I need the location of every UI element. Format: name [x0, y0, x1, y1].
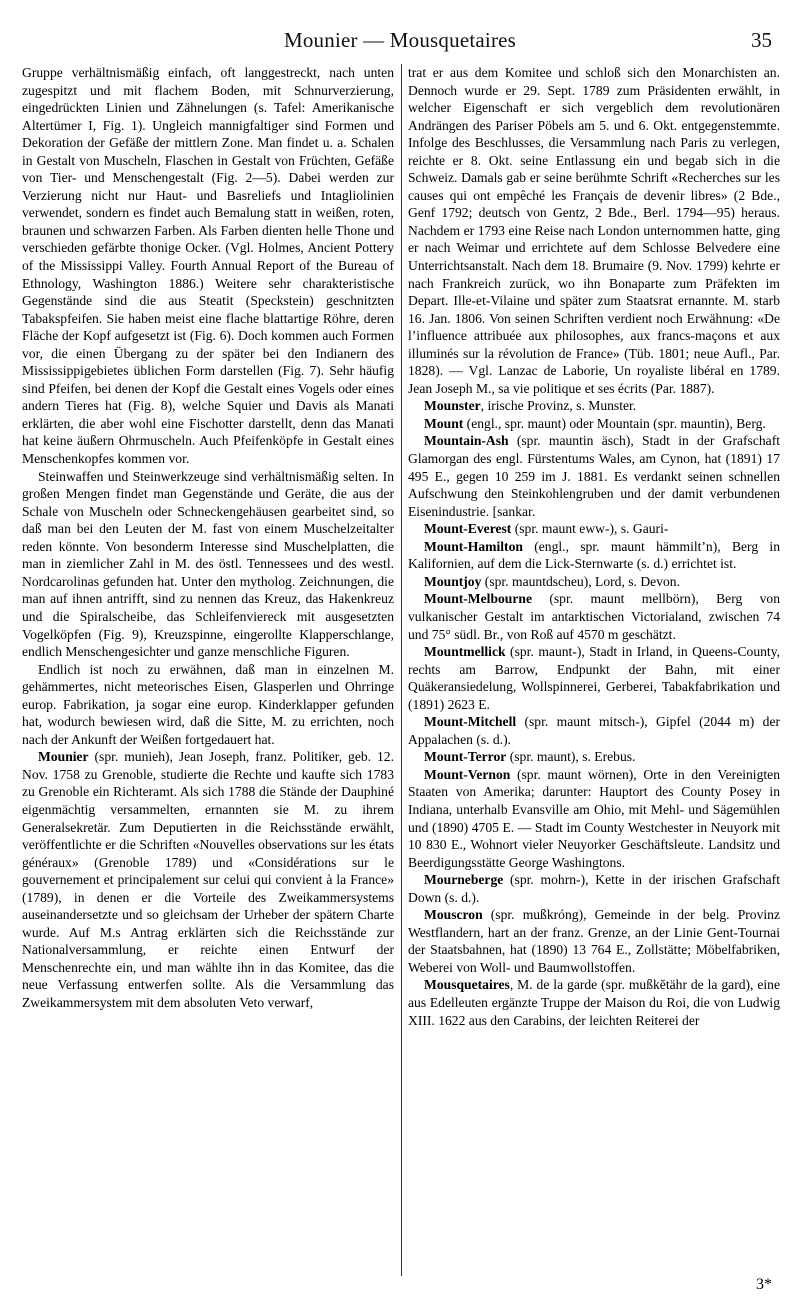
entry-headword: Mounier: [38, 749, 89, 765]
entry-text: (spr. maunt mellbörn), Berg von vulkanischer Gestalt im antarktischen Victorialand, zwischen 74 und 75° südl. Br., von Roß auf 4570 m geschätzt.: [408, 591, 780, 642]
entry-headword: Mount-Mitchell: [424, 714, 517, 730]
left-column: [22, 64, 394, 1276]
entry-headword: Mounster: [424, 398, 481, 414]
entry-text: (engl., spr. maunt hämmilt’n), Berg in Kalifornien, auf dem die Lick-Sternwarte (s. d.) errichtet ist.: [408, 538, 780, 572]
signature-mark: 3*: [756, 1276, 772, 1293]
entry-headword: Mount-Everest: [424, 521, 512, 537]
entry-text: trat er aus dem Komitee und schloß sich den Monarchisten an. Dennoch wurde er 29. Sept. 1789 zum Präsidenten erwählt, in welcher Eigenschaft er sich vergeblich dem revolutionären Andrängen des Pariser Pöbels am 5. und 6. Okt. entgegenstemmte. Infolge des Beschlusses, die Versammlung nach Paris zu verlegen, reichte er 8. Okt. seine Entlassung ein und begab sich in die Schweiz. Damals gab er seine berühmte Schrift «Recherches sur les causes qui ont empêché les Français de devenir libres» (2 Bde., Genf 1792; deutsch von Gentz, 2 Bde., Berl. 1794—95) heraus. Nachdem er 1793 eine Reise nach London unternommen hatte, ging er nach Weimar und errichtete auf dem Schlosse Belvedere eine Unterrichtsanstalt. Nach dem 18. Brumaire (9. Nov. 1799) kehrte er nach Frankreich zurück, wo ihn Bonaparte zum Präfekten im Depart. Ille-et-Vilaine und später zum Staatsrat ernannte. M. starb 16. Jan. 1806. Von seinen Schriften verdient noch Erwähnung: «De l’influence attribuée aux philosophes, aux francs-maçons et aux illuminés sur la révolution de France» (Tüb. 1801; neue Aufl., Par. 1828). — Vgl. Lanzac de Laborie, Un royaliste libéral en 1789. Jean Joseph M., sa vie politique et ses écrits (Par. 1887).: [408, 65, 780, 396]
entry-headword: Mountain-Ash: [424, 433, 509, 449]
text-paragraph-cont1: [22, 64, 394, 468]
entry-text: (spr. maunt mitsch-), Gipfel (2044 m) der Appalachen (s. d.).: [408, 714, 780, 747]
entry-headword: Mountjoy: [424, 573, 482, 589]
text-paragraph-stein: [22, 468, 394, 661]
dictionary-entry-melbourne: [408, 590, 780, 643]
text-paragraph-endlich: [22, 661, 394, 749]
entry-text: , M. de la garde (spr. mußkĕtähr de la gard), eine aus Edelleuten ergänzte Truppe der Maison du Roi, die von Ludwig XIII. 1622 aus den Carabins, der leichten Reiterei der: [408, 977, 780, 1028]
dictionary-entry-mouscron: [408, 906, 780, 976]
entry-headword: Mount-Terror: [424, 749, 507, 765]
dictionary-entry-everest: [408, 520, 780, 538]
dictionary-entry-hamilton: [408, 538, 780, 573]
column-divider: [401, 64, 402, 1276]
entry-headword: Mount-Melbourne: [424, 591, 532, 607]
dictionary-entry-mousquetaires: [408, 976, 780, 1029]
dictionary-entry-mitchell: [408, 713, 780, 748]
entry-text: (spr. maunt-), Stadt in Irland, in Queens-County, rechts am Barrow, Endpunkt der Bahn, mit einer Quäkeransiedelung, Wollspinnerei, Gerberei, Tabakfabrikation und (1891) 2623 E.: [408, 644, 780, 712]
entry-text: , irische Provinz, s. Munster.: [480, 398, 637, 414]
entry-text: (spr. mauntin äsch), Stadt in der Grafschaft Glamorgan des engl. Fürstentums Wales, am Cynon, hat (1891) 17 495 E., gegen 10 259 im J. 1881. Es verdankt seinen schnellen Aufschwung den Steinkohlengruben und der damit verbundenen Eisenindustrie. [sankar.: [408, 433, 780, 519]
entry-headword: Mount-Hamilton: [424, 538, 523, 554]
entry-text: (spr. munieh), Jean Joseph, franz. Politiker, geb. 12. Nov. 1758 zu Grenoble, studierte die Rechte und kaufte sich 1783 zu Grenoble ein Richteramt. Als sich 1788 die Stände der Dauphiné eigenmächtig versammelten, ernannten sie M. zu ihrem Generalsekretär. Zum Deputierten in die Reichsstände erwählt, veröffentlichte er die Schriften «Nouvelles observations sur les états généraux» (Grenoble 1789) und «Considérations sur le gouvernement et principalement sur celui qui convient à la France» (1789), in denen er die Vorteile des Zweikammersystems auseinandersetzte und so gleichsam der Urheber der spätern Charte wurde. Auf M.s Antrag erklärten sich die Reichsstände zur Nationalversammlung, er reichte einen Entwurf der Menschenrechte ein, und man wählte ihn in das Komitee, das die neue Verfassung entwerfen sollte. Als die Versammlung das Zweikammersystem mit dem absoluten Veto verwarf,: [22, 749, 394, 1010]
entry-text: Endlich ist noch zu erwähnen, daß man in einzelnen M. gehämmertes, nicht meteorisches Eisen, Glasperlen und Ohrringe europ. Fabrikation, ja sogar eine europ. Kinderklapper gefunden hat, wodurch bewiesen wird, daß die Sitte, M. zu errichten, noch nach der Ankunft der Weißen fortgedauert hat.: [22, 661, 394, 747]
entry-headword: Mousquetaires: [424, 977, 510, 993]
dictionary-entry-mountjoy: [408, 573, 780, 591]
entry-text: (spr. mußkróng), Gemeinde in der belg. Provinz Westflandern, hart an der franz. Grenze, an der Linie Gent-Tournai der Staatsbahnen, hat (1890) 13 764 E., Zollstätte; Möbelfabriken, Weberei von Woll- und Baumwollstoffen.: [408, 907, 780, 975]
dictionary-entry-mourne: [408, 871, 780, 906]
entry-headword: Mount: [424, 415, 464, 431]
page-number: 35: [751, 28, 772, 52]
text-paragraph-cont2: [408, 64, 780, 397]
right-column: [408, 64, 780, 1276]
entry-text: (engl., spr. maunt) oder Mountain (spr. mauntin), Berg.: [463, 415, 766, 431]
entry-text: (spr. maunt wörnen), Orte in den Vereinigten Staaten von Amerika; darunter: Hauptort des County Posey in Indiana, unterhalb Evansville am Ohio, mit Mehl- und Sägemühlen und (1890) 4705 E. — Stadt im County Westchester in Neuyork mit 10 830 E., Wohnort vieler Neuyorker Geschäftsleute. Landsitz und Beerdigungsstätte George Washingtons.: [408, 766, 780, 870]
dictionary-entry-terror: [408, 748, 780, 766]
entry-text: (spr. mohrn-), Kette in der irischen Grafschaft Down (s. d.).: [408, 872, 780, 905]
dictionary-entry-vernon: [408, 766, 780, 871]
running-head: Mounier — Mousquetaires: [283, 28, 517, 52]
dictionary-entry-mountmellick: [408, 643, 780, 713]
entry-headword: Mountmellick: [424, 644, 506, 660]
entry-headword: Mouscron: [424, 907, 483, 923]
entry-headword: Mourneberge: [424, 872, 504, 888]
entry-text: Steinwaffen und Steinwerkzeuge sind verhältnismäßig selten. In großen Mengen findet man Gegenstände und Geräte, die aus der Schale von Muscheln oder Schneckengehäusen gearbeitet sind, so daß man bei den Leuten der M. fast von einem Muschelzeitalter reden könnte. Von besonderm Interesse sind Muschelplatten, die man in ziemlicher Zahl in M. des östl. Tennessees und des westl. Nordcarolinas gefunden hat. Unter den mytholog. Zeichnungen, die man auf ihnen antrifft, sind zu nennen das Kreuz, das Hakenkreuz und die Spiralscheibe, das Schleifenviereck mit ausgesetzten Vogelköpfen (Fig. 9), Kreuzspinne, eingerollte Klapperschlange, endlich Menschengesichter und ganze menschliche Figuren.: [22, 468, 394, 660]
dictionary-entry-mount: [408, 415, 780, 433]
dictionary-entry-mounier: [22, 748, 394, 1011]
dictionary-entry-mountainash: [408, 432, 780, 520]
text-columns: [22, 64, 778, 1276]
entry-text: (spr. maunt eww-), s. Gauri-: [511, 521, 669, 537]
entry-text: Gruppe verhältnismäßig einfach, oft langgestreckt, nach unten zugespitzt und mit flachem Boden, mit Schnurverzierung, eingedrückten Linien und Zähnelungen (s. Tafel: Amerikanische Altertümer I, Fig. 1). Ungleich mannigfaltiger sind Formen und Dekoration der Gefäße der mittlern Zone. Man findet u. a. Schalen in Gestalt von Muscheln, Flaschen in Gestalt von Früchten, Gefäße von Tier- und Menschengestalt (Fig. 2—5). Dabei werden zur Verzierung nicht nur Haut- und Basreliefs und Intagliolinien verwendet, sondern es findet auch Bemalung statt in weißen, roten, braunen und schwarzen Farben. Als Farben dienten helle Thone und verschieden gefärbte thonige Ocker. (Vgl. Holmes, Ancient Pottery of the Mississippi Valley. Fourth Annual Report of the Bureau of Ethnology, Washington 1886.) Weitere sehr charakteristische Gegenstände sind die aus Steatit (Speckstein) geschnitzten Tabakspfeifen. Sie haben meist eine flache blattartige Röhre, deren Fläche der Kopf aufgesetzt ist (Fig. 6). Doch kommen auch Formen vor, die einen Übergang zu der später bei den Indianern des Mississippigebietes üblichen Form darstellen (Fig. 7). Sehr häufig sind Pfeifen, bei denen der Kopf die Gestalt eines Vogels oder eines andern Tieres hat (Fig. 8), welche Squier und Davis als Manati erklärten, die aber wohl eine Fischotter darstellt, denn das Manati hat keine äußern Ohrmuscheln. Auch Pfeifenköpfe in Gestalt eines Menschenkopfes kommen vor.: [22, 65, 394, 467]
dictionary-entry-mounster: [408, 397, 780, 415]
entry-text: (spr. maunt), s. Erebus.: [506, 749, 636, 765]
entry-text: (spr. mauntdschеu), Lord, s. Devon.: [481, 573, 680, 589]
entry-headword: Mount-Vernon: [424, 766, 511, 782]
page-header: [22, 22, 778, 58]
